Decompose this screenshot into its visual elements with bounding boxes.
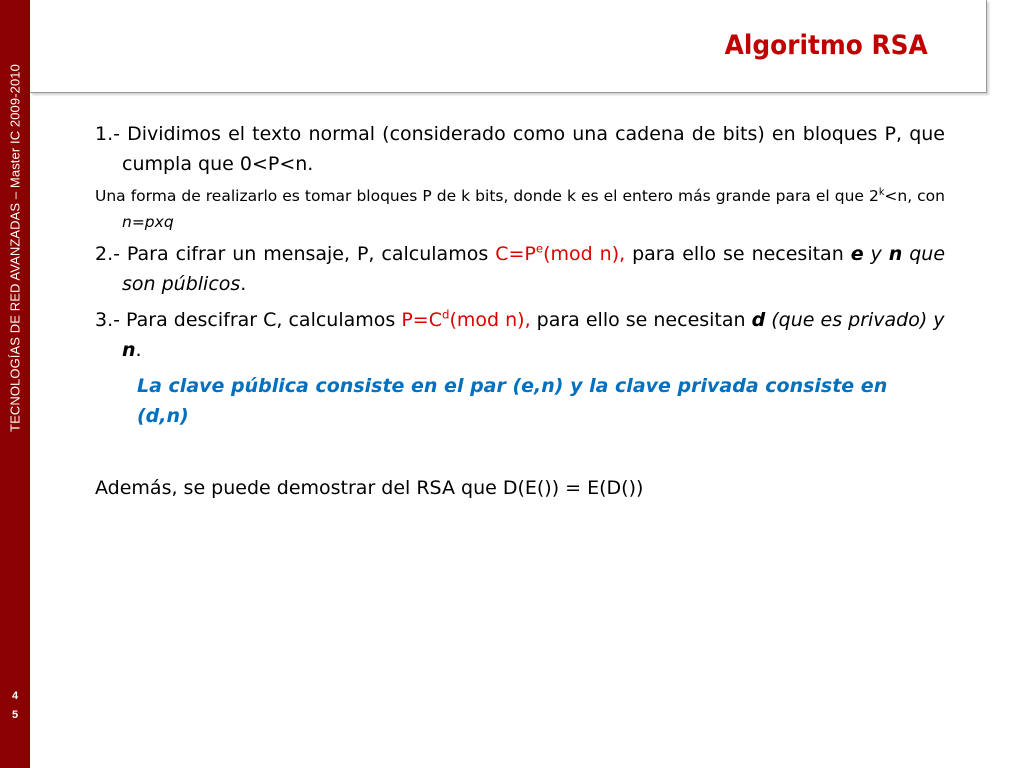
step-3-text-2: para ello se necesitan bbox=[530, 309, 752, 331]
note-formula: n=pxq bbox=[122, 213, 174, 231]
page-number-digit-2: 5 bbox=[11, 709, 19, 721]
conclusion-text: Además, se puede demostrar del RSA que D(E()) = E(D()) bbox=[95, 477, 644, 499]
note-text: Una forma de realizarlo es tomar bloques P de k bits, donde k es el entero más grande para el que 2 bbox=[95, 187, 879, 205]
note-paragraph bbox=[95, 183, 945, 235]
step-2-text: 2.- Para cifrar un mensaje, P, calculamos bbox=[95, 243, 496, 265]
encrypt-formula bbox=[495, 243, 625, 265]
key-statement: La clave pública consiste en el par (e,n) y la clave privada consiste en (d,n) bbox=[137, 375, 888, 427]
slide-content bbox=[95, 119, 945, 503]
step-1-paragraph bbox=[95, 119, 945, 179]
decrypt-formula-mod: (mod n), bbox=[449, 309, 531, 331]
slide-title: Algoritmo RSA bbox=[724, 30, 928, 61]
step-2-conjunction: y bbox=[863, 243, 889, 265]
step-2-paragraph bbox=[95, 239, 945, 299]
public-exponent-e: e bbox=[850, 243, 864, 265]
decrypt-exponent-d: d bbox=[442, 307, 450, 322]
step-2-text-2: para ello se necesitan bbox=[625, 243, 851, 265]
step-3-text-3: (que es privado) y bbox=[765, 309, 945, 331]
note-exponent-k: k bbox=[878, 186, 885, 198]
sidebar bbox=[0, 0, 30, 768]
step-3-text: 3.- Para descifrar C, calculamos bbox=[95, 309, 402, 331]
decrypt-formula bbox=[401, 309, 530, 331]
step-1-text: 1.- Dividimos el texto normal (considerado como una cadena de bits) en bloques P, que cumpla que 0<P<n. bbox=[95, 123, 945, 175]
modulus-n-2: n bbox=[122, 339, 136, 361]
encrypt-formula-mod: (mod n), bbox=[543, 243, 626, 265]
step-3-paragraph bbox=[95, 305, 945, 365]
step-2-text-3: que son públicos bbox=[122, 243, 946, 295]
encrypt-formula-base: C=P bbox=[495, 243, 536, 265]
step-3-end: . bbox=[135, 339, 142, 361]
private-exponent-d: d bbox=[751, 309, 766, 331]
decrypt-formula-base: P=C bbox=[401, 309, 442, 331]
modulus-n: n bbox=[888, 243, 903, 265]
encrypt-exponent-e: e bbox=[535, 241, 544, 256]
step-2-end: . bbox=[240, 273, 247, 295]
page-number-digit-1: 4 bbox=[11, 690, 19, 702]
note-text-2: <n, con bbox=[884, 187, 945, 205]
title-box bbox=[30, 0, 987, 93]
sidebar-course-label: TECNOLOGÍAS DE RED AVANZADAS – Master IC 2009-2010 bbox=[7, 64, 23, 432]
